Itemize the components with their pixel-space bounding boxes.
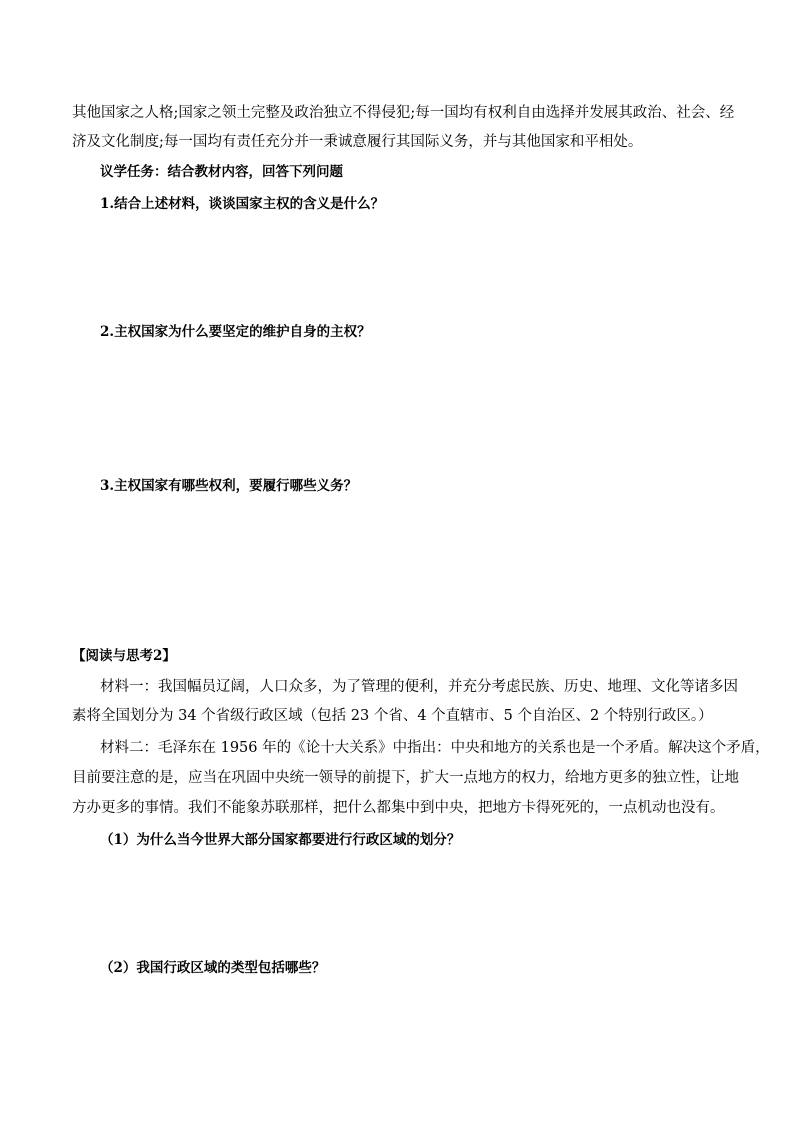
task-instruction: 议学任务：结合教材内容，回答下列问题 (100, 164, 343, 180)
sub-question-2: （2）我国行政区域的类型包括哪些？ (100, 960, 326, 976)
section-heading: 【阅读与思考2】 (72, 648, 176, 664)
material-2-line: 方办更多的事情。我们不能象苏联那样，把什么都集中到中央，把地方卡得死死的，一点机动也没有。 (72, 800, 725, 816)
material-2-line: 目前要注意的是，应当在巩固中央统一领导的前提下，扩大一点地方的权力，给地方更多的独立性，让地 (72, 770, 739, 786)
material-1-line: 材料一：我国幅员辽阔，人口众多，为了管理的便利，并充分考虑民族、历史、地理、文化等诸多因 (100, 679, 738, 695)
question-3: 3.主权国家有哪些权利，要履行哪些义务？ (100, 478, 358, 494)
material-1-line: 素将全国划分为 34 个省级行政区域（包括 23 个省、4 个直辖市、5 个自治区、2 个特别行政区。） (72, 708, 713, 724)
question-1: 1.结合上述材料，谈谈国家主权的含义是什么？ (100, 196, 385, 212)
sub-question-1: （1）为什么当今世界大部分国家都要进行行政区域的划分？ (100, 832, 461, 848)
material-2-line: 材料二：毛泽东在 1956 年的《论十大关系》中指出：中央和地方的关系也是一个矛盾。解决这个矛盾， (100, 740, 770, 756)
question-2: 2.主权国家为什么要坚定的维护自身的主权？ (100, 324, 371, 340)
paragraph-line: 济及文化制度;每一国均有责任充分并一秉诚意履行其国际义务，并与其他国家和平相处。 (72, 134, 643, 150)
paragraph-line: 其他国家之人格;国家之领土完整及政治独立不得侵犯;每一国均有权利自由选择并发展其政治、社会、经 (72, 105, 735, 121)
